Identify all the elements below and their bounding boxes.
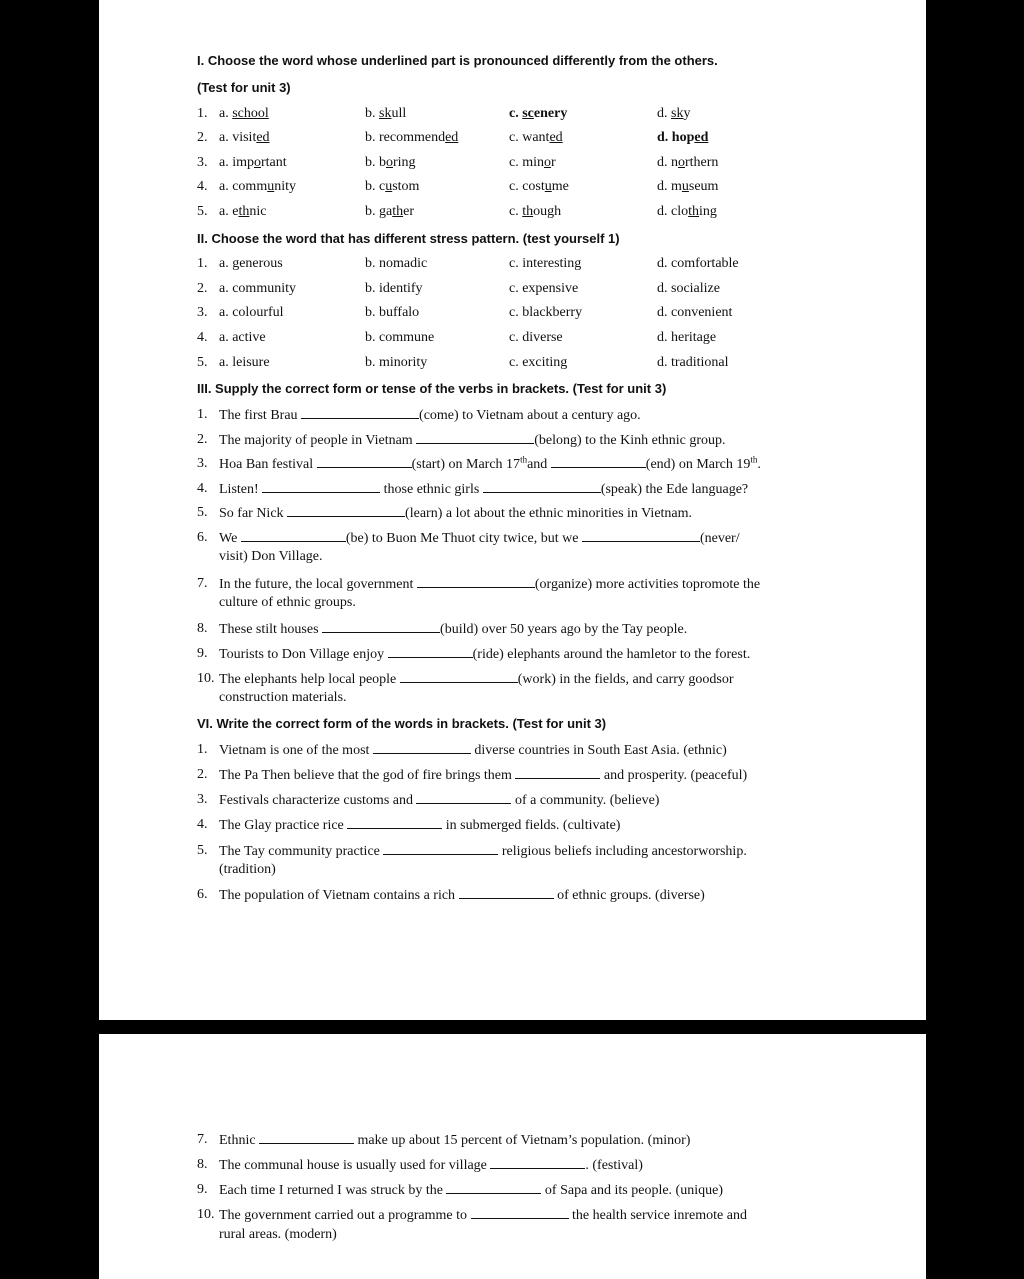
option-c: c. minor — [509, 155, 556, 170]
answer-blank[interactable] — [417, 575, 535, 588]
answer-blank[interactable] — [400, 670, 518, 683]
answer-blank[interactable] — [287, 504, 405, 517]
option-c: c. scenery — [509, 106, 568, 121]
option-a: a. school — [219, 106, 269, 121]
answer-blank[interactable] — [582, 529, 700, 542]
answer-blank[interactable] — [322, 620, 440, 633]
answer-blank[interactable] — [317, 455, 412, 468]
option-d: d. clothing — [657, 204, 717, 219]
answer-blank[interactable] — [347, 816, 442, 829]
option-a: a. community — [219, 179, 296, 194]
option-d: d. northern — [657, 155, 719, 170]
answer-blank[interactable] — [262, 480, 380, 493]
section-2-title: II. Choose the word that has different stress pattern. (test yourself 1) — [197, 231, 620, 246]
answer-blank[interactable] — [383, 842, 498, 855]
section-3-title: III. Supply the correct form or tense of the verbs in brackets. (Test for unit 3) — [197, 381, 667, 396]
section-4-title: VI. Write the correct form of the words in brackets. (Test for unit 3) — [197, 716, 607, 731]
option-d: d. museum — [657, 179, 719, 194]
answer-blank[interactable] — [515, 766, 600, 779]
option-a: a. visited — [219, 130, 270, 145]
option-d: d. hoped — [657, 130, 709, 145]
option-b: b. custom — [365, 179, 420, 194]
answer-blank[interactable] — [416, 791, 511, 804]
answer-blank[interactable] — [446, 1181, 541, 1194]
option-c: c. though — [509, 204, 562, 219]
answer-blank[interactable] — [241, 529, 346, 542]
answer-blank[interactable] — [471, 1206, 569, 1219]
answer-blank[interactable] — [373, 741, 471, 754]
worksheet-page-2: 7. Ethnic make up about 15 percent of Vietnam’s population. (minor) 8. The communal house is usually used for village . (festival) 9. Each time I returned I was struck by the of Sapa and its people. (unique) 10. The government carried out a programme to the health service inremote and rural areas. (modern) — [99, 1034, 926, 1279]
section-1-subtitle: (Test for unit 3) — [197, 80, 291, 95]
answer-blank[interactable] — [483, 480, 601, 493]
option-b: b. gather — [365, 204, 414, 219]
option-b: b. skull — [365, 106, 407, 121]
answer-blank[interactable] — [259, 1131, 354, 1144]
option-c: c. costume — [509, 179, 569, 194]
option-b: b. boring — [365, 155, 416, 170]
worksheet-page-1: I. Choose the word whose underlined part is pronounced differently from the others. (Test for unit 3) 1. a. school b. skull c. scenery d. sky 2. a. visited b. recommended c. wanted d. hoped 3. a. important b. boring c. minor d. northern 4. a. community b. custom c. costume d. museum 5. a. ethnic b. gather c. though d. clothing II. Choose the word that has different stress pattern. (test yourself 1) 1. a. generous b. nomadic c. interesting d. comfortable 2. a. community b. identify c. expensive d. socialize 3. a. colourful b. buffalo c. blackberry d. convenient 4. a. active b. commune c. diverse d. heritage 5. a. leisure b. minority c. exciting d. traditional III. Supply the correct form or tense of the verbs in brackets. (Test for unit 3) 1. The first Brau (come) to Vietnam about a century ago. 2. The majority of people in Vietnam (belong) to the Kinh ethnic group. 3. Hoa Ban festival (start) on March 17thand (end) on March 19th. 4. Listen! those ethnic girls (speak) the Ede language? 5. So far Nick (learn) a lot about the ethnic minorities in Vietnam. 6. We (be) to Buon Me Thuot city twice, but we (never/ visit) Don Village. 7. In the future, the local government (organize) more activities topromote the culture of ethnic groups. 8. These stilt houses (build) over 50 years ago by the Tay people. 9. Tourists to Don Village enjoy (ride) elephants around the hamletor to the forest. 10. The elephants help local people (work) in the fields, and carry goodsor construction materials. VI. Write the correct form of the words in brackets. (Test for unit 3) 1. Vietnam is one of the most diverse countries in South East Asia. (ethnic) 2. The Pa Then believe that the god of fire brings them and prosperity. (peaceful) 3. Festivals characterize customs and of a community. (believe) 4. The Glay practice rice in submerged fields. (cultivate) 5. The Tay community practice religious beliefs including ancestorworship. (tradition) 6. The population of Vietnam contains a rich of ethnic groups. (diverse) — [99, 0, 926, 1020]
option-a: a. ethnic — [219, 204, 267, 219]
option-b: b. recommended — [365, 130, 459, 145]
option-c: c. wanted — [509, 130, 563, 145]
option-a: a. important — [219, 155, 287, 170]
answer-blank[interactable] — [459, 886, 554, 899]
answer-blank[interactable] — [551, 455, 646, 468]
option-d: d. sky — [657, 106, 691, 121]
answer-blank[interactable] — [301, 406, 419, 419]
answer-blank[interactable] — [388, 645, 473, 658]
section-1-title: I. Choose the word whose underlined part is pronounced differently from the others. — [197, 53, 718, 68]
answer-blank[interactable] — [490, 1156, 585, 1169]
answer-blank[interactable] — [416, 431, 534, 444]
